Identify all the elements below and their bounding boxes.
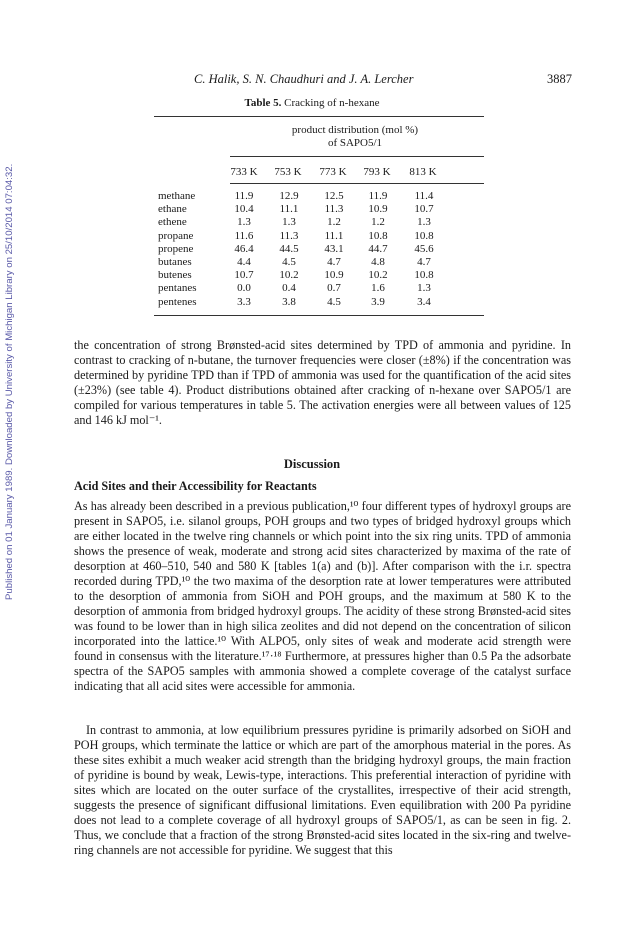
subsection-title: Acid Sites and their Accessibility for Reactants <box>74 479 317 493</box>
table-cell: 11.3 <box>279 229 299 242</box>
paragraph-1: the concentration of strong Brønsted-acid sites determined by TPD of ammonia and pyridine. In contrast to cracking of n-butane, the turnover frequencies were closer (±8%) if the concentration was determined by pyridine TPD than if TPD of ammonia was used for the quantification of the acid sites (±23%) (see table 4). Product distributions obtained after cracking of n-hexane over SAPO5/1 are compiled for various temperatures in table 5. The activation energies were all between values of 125 and 146 kJ mol⁻¹. <box>74 338 571 427</box>
table-cell: 46.4 <box>234 242 254 255</box>
table-cell: 1.3 <box>237 216 251 229</box>
table-cell: 11.1 <box>279 203 299 216</box>
table-cell: 10.2 <box>368 269 388 282</box>
table-cell: 4.7 <box>417 256 431 268</box>
column-header: 813 K <box>409 166 437 178</box>
table-cell: 3.4 <box>417 295 431 308</box>
table-cell: 12.9 <box>279 190 299 202</box>
running-header <box>74 72 572 88</box>
table-cell: 1.2 <box>371 216 385 229</box>
table-cell: 1.3 <box>417 216 431 229</box>
table-caption <box>0 97 624 109</box>
table-row-label: ethene <box>158 216 187 229</box>
table-cell: 4.5 <box>327 295 341 308</box>
table-cell: 10.8 <box>414 229 434 242</box>
table-row-label: butanes <box>158 256 192 268</box>
download-watermark <box>4 130 18 600</box>
header-authors: C. Halik, S. N. Chaudhuri and J. A. Lercher <box>194 72 414 86</box>
table-cell: 10.7 <box>234 269 254 282</box>
table-cell: 0.4 <box>282 282 296 295</box>
table-title: Cracking of n-hexane <box>284 97 380 109</box>
table-cell: 11.9 <box>368 190 388 202</box>
paragraph-2: As has already been described in a previous publication,¹⁰ four different types of hydroxyl groups are present in SAPO5, i.e. silanol groups, POH groups and two types of bridged hydroxyl groups which are either located in the twelve ring channels or which point into the six ring units. TPD of ammonia shows the presence of weak, moderate and strong acid sites characterized by maxima of the rate of desorption at 460–510, 540 and 580 K [tables 1(a) and (b)]. After comparison with the i.r. spectra recorded during TPD,¹⁰ the two maxima of the desorption rate at lower temperatures were attributed to the desorption of ammonia from SiOH and POH groups, and the maximum at 580 K to the desorption of ammonia from bridged hydroxyl groups. The acidity of these strong Brønsted-acid sites was found to be lower than in high silica zeolites and did not depend on the concentration of silicon incorporated into the lattice.¹⁰ With ALPO5, only sites of weak and moderate acid strength were found in consensus with the literature.¹⁷·¹⁸ Furthermore, at pressures higher than 0.5 Pa the adsorbate spectra of the SAPO5 samples with ammonia showed a complete coverage of the catalyst surface indicating that all acid sites were accessible for ammonia. <box>74 499 571 693</box>
table-row-label: propene <box>158 242 194 255</box>
column-header: 733 K <box>230 166 258 178</box>
table-cell: 4.8 <box>371 256 385 268</box>
table-row-label: butenes <box>158 269 192 282</box>
table-row-label: methane <box>158 190 196 202</box>
table-cell: 1.6 <box>371 282 385 295</box>
table-top-rule <box>154 116 484 117</box>
table-row-label: pentanes <box>158 282 197 295</box>
table-cell: 1.3 <box>282 216 296 229</box>
column-header: 753 K <box>274 166 302 178</box>
table-label: Table 5. <box>244 97 282 109</box>
table-cell: 10.4 <box>234 203 254 216</box>
table-cell: 3.3 <box>237 295 251 308</box>
table-cell: 45.6 <box>414 242 434 255</box>
table-cell: 10.2 <box>279 269 299 282</box>
table-cell: 10.9 <box>324 269 344 282</box>
table-cell: 11.6 <box>234 229 254 242</box>
table-cell: 0.7 <box>327 282 341 295</box>
table-cell: 11.1 <box>324 229 344 242</box>
table-row-label: propane <box>158 229 194 242</box>
table-cell: 12.5 <box>324 190 344 202</box>
table-group-heading-line1: product distribution (mol %) <box>291 124 419 136</box>
table-header-rule <box>230 183 484 184</box>
table-cell: 10.7 <box>414 203 434 216</box>
table-cell: 11.3 <box>324 203 344 216</box>
section-title: Discussion <box>283 457 341 471</box>
column-header: 773 K <box>319 166 347 178</box>
table-cell: 11.9 <box>234 190 254 202</box>
table-cell: 3.8 <box>282 295 296 308</box>
column-header: 793 K <box>363 166 391 178</box>
table-cell: 4.5 <box>282 256 296 268</box>
page-number: 3887 <box>547 72 572 86</box>
table-group-rule <box>230 156 484 157</box>
table-group-heading-line2: of SAPO5/1 <box>327 137 383 149</box>
table-cell: 10.8 <box>414 269 434 282</box>
table-cell: 10.8 <box>368 229 388 242</box>
table-cell: 3.9 <box>371 295 385 308</box>
table-cell: 10.9 <box>368 203 388 216</box>
table-bottom-rule <box>154 315 484 316</box>
table-cell: 1.2 <box>327 216 341 229</box>
table-cell: 1.3 <box>417 282 431 295</box>
table-cell: 11.4 <box>414 190 434 202</box>
download-watermark-text: Published on 01 January 1989. Downloaded by University of Michigan Library on 25/10/2014 07:04:32. <box>4 163 15 600</box>
table-cell: 43.1 <box>324 242 344 255</box>
table-cell: 44.7 <box>368 242 388 255</box>
table-cell: 4.7 <box>327 256 341 268</box>
table-row-label: ethane <box>158 203 187 216</box>
table-cell: 0.0 <box>237 282 251 295</box>
table-cell: 44.5 <box>279 242 299 255</box>
paragraph-3: In contrast to ammonia, at low equilibrium pressures pyridine is primarily adsorbed on SiOH and POH groups, which terminate the lattice or which are part of the amorphous material in the pores. As these sites exhibit a much weaker acid strength than the bridging hydroxyl groups, the main fraction of pyridine is bound by weak, Lewis-type, interactions. This preferential interaction of pyridine with sites which are located on the outer surface of the crystallites, irrespective of their acid strength, suggests the presence of significant diffusional limitations. Even equilibration with 200 Pa pyridine does not lead to a complete coverage of all hydroxyl groups of SAPO5/1, as can be seen in fig. 2. Thus, we conclude that a fraction of the strong Brønsted-acid sites located in the six-ring and twelve-ring channels are not accessible for pyridine. We suggest that this <box>74 723 571 857</box>
table-row-label: pentenes <box>158 295 197 308</box>
table-cell: 4.4 <box>237 256 251 268</box>
table-group-heading <box>226 124 484 150</box>
